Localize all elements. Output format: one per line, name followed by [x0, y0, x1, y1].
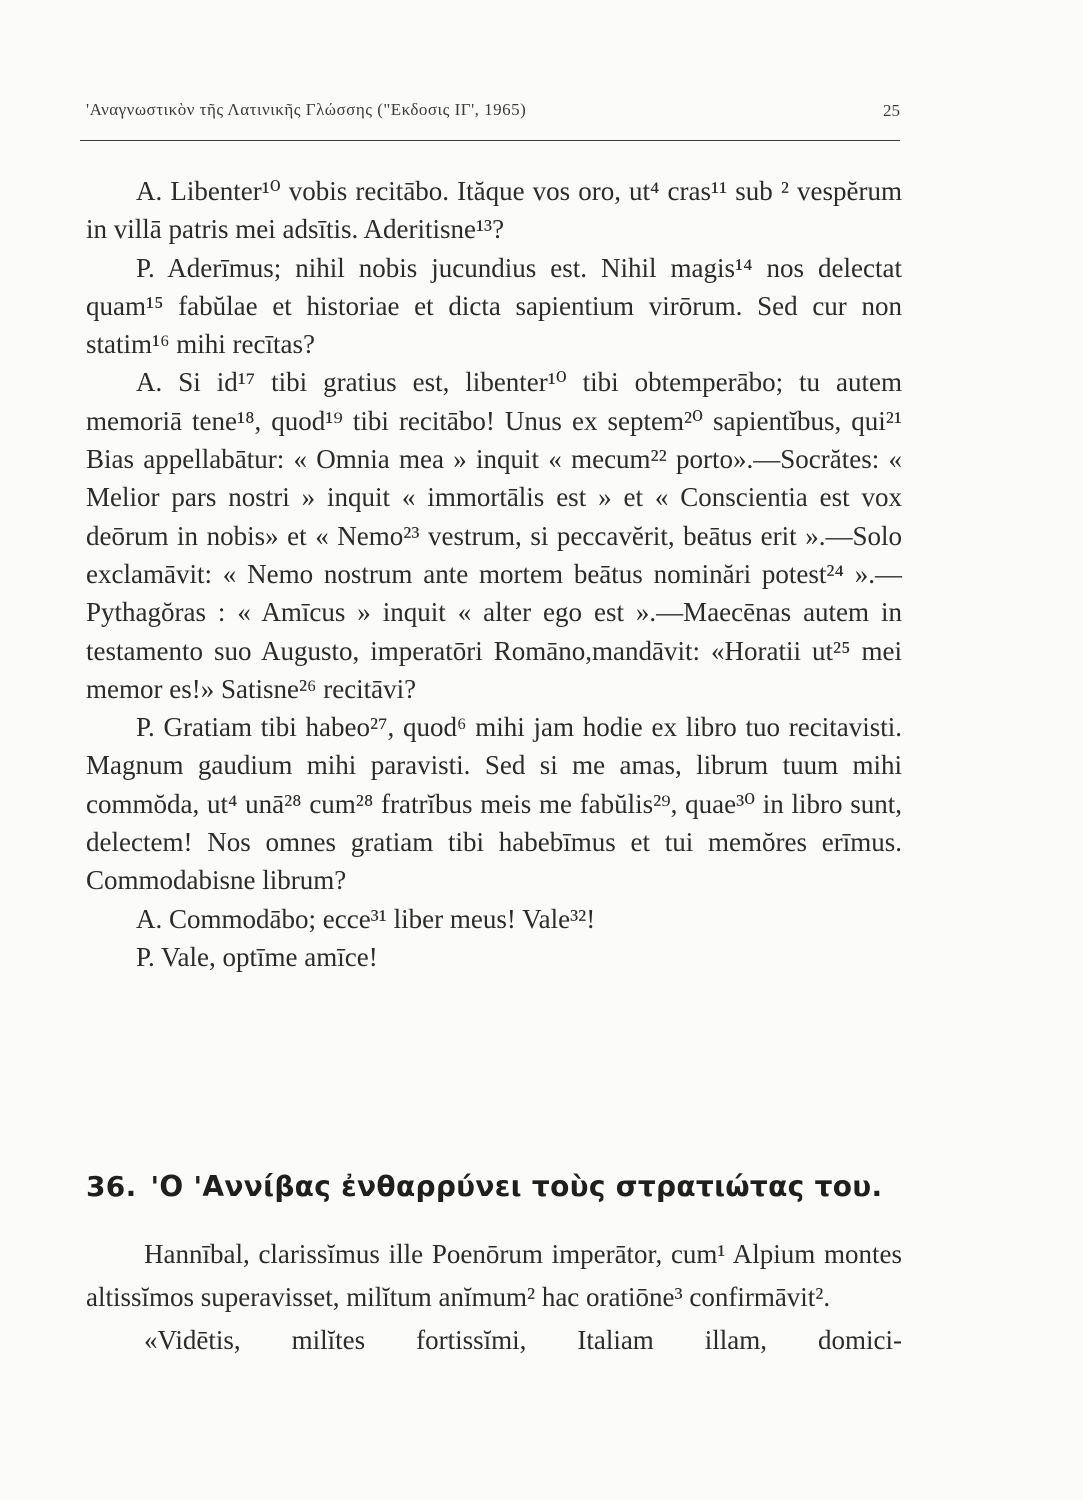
- lesson-paragraph: «Vidētis, milĭtes fortissĭmi, Italiam illam, domici-: [144, 1325, 902, 1355]
- lesson-text: [86, 1233, 902, 1362]
- header-rule: [80, 140, 900, 141]
- lesson-number: 36.: [86, 1170, 137, 1203]
- dialogue-paragraph: A. Commodābo; ecce³¹ liber meus! Vale³²!: [136, 903, 596, 934]
- running-head: 'Αναγνωστικὸν τῆς Λατινικῆς Γλώσσης ("Εκδοσις ΙΓ', 1965): [86, 100, 527, 119]
- page-number: 25: [883, 101, 900, 120]
- dialogue-paragraph: P. Vale, optīme amīce!: [136, 941, 378, 972]
- dialogue-paragraph: P. Aderīmus; nihil nobis jucundius est. Nihil magis¹⁴ nos delectat quam¹⁵ fabŭlae et historiae et dicta sapientium virōrum. Sed cur non statim¹⁶ mihi recītas?: [86, 252, 902, 360]
- dialogue-paragraph: P. Gratiam tibi habeo²⁷, quod⁶ mihi jam hodie ex libro tuo recitavisti. Magnum gaudium mihi paravisti. Sed si me amas, librum tuum mihi commŏda, ut⁴ unā²⁸ cum²⁸ fratrĭbus meis me fabŭlis²⁹, quae³⁰ in libro sunt, delectem! Nos omnes gratiam tibi habebīmus et tui memŏres erīmus. Commodabisne librum?: [86, 712, 902, 896]
- dialogue-text: [86, 172, 902, 976]
- dialogue-paragraph: A. Libenter¹⁰ vobis recitābo. Ităque vos oro, ut⁴ cras¹¹ sub ² vespĕrum in villā patris mei adsītis. Aderitisne¹³?: [86, 176, 902, 245]
- dialogue-paragraph: A. Si id¹⁷ tibi gratius est, libenter¹⁰ tibi obtemperābo; tu autem memoriā tene¹⁸, quod¹⁹ tibi recitābo! Unus ex septem²⁰ sapientĭbus, qui²¹ Bias appellabātur: « Omnia mea » inquit « mecum²² porto».—Socrătes: « Melior pars nostri » inquit « immortālis est » et « Conscientia est vox deōrum in nobis» et « Nemo²³ vestrum, si peccavĕrit, beātus erit ».—Solo exclamāvit: « Nemo nostrum ante mortem beātus nominări potest²⁴ ».—Pythagŏras : « Amīcus » inquit « alter ego est ».—Maecēnas autem in testamento suo Augusto, imperatōri Romāno,mandāvit: «Horatii ut²⁵ mei memor es!» Satisne²⁶ recitāvi?: [86, 367, 902, 704]
- lesson-title: 'Ο 'Αννίβας ἐνθαρρύνει τοὺς στρατιώτας του.: [150, 1170, 883, 1203]
- lesson-paragraph: Hannībal, clarissĭmus ille Poenōrum imperātor, cum¹ Alpium montes altissĭmos superavisset, milĭtum anĭmum² hac oratiōne³ confirmāvit².: [86, 1239, 902, 1312]
- lesson-heading: [86, 1170, 902, 1203]
